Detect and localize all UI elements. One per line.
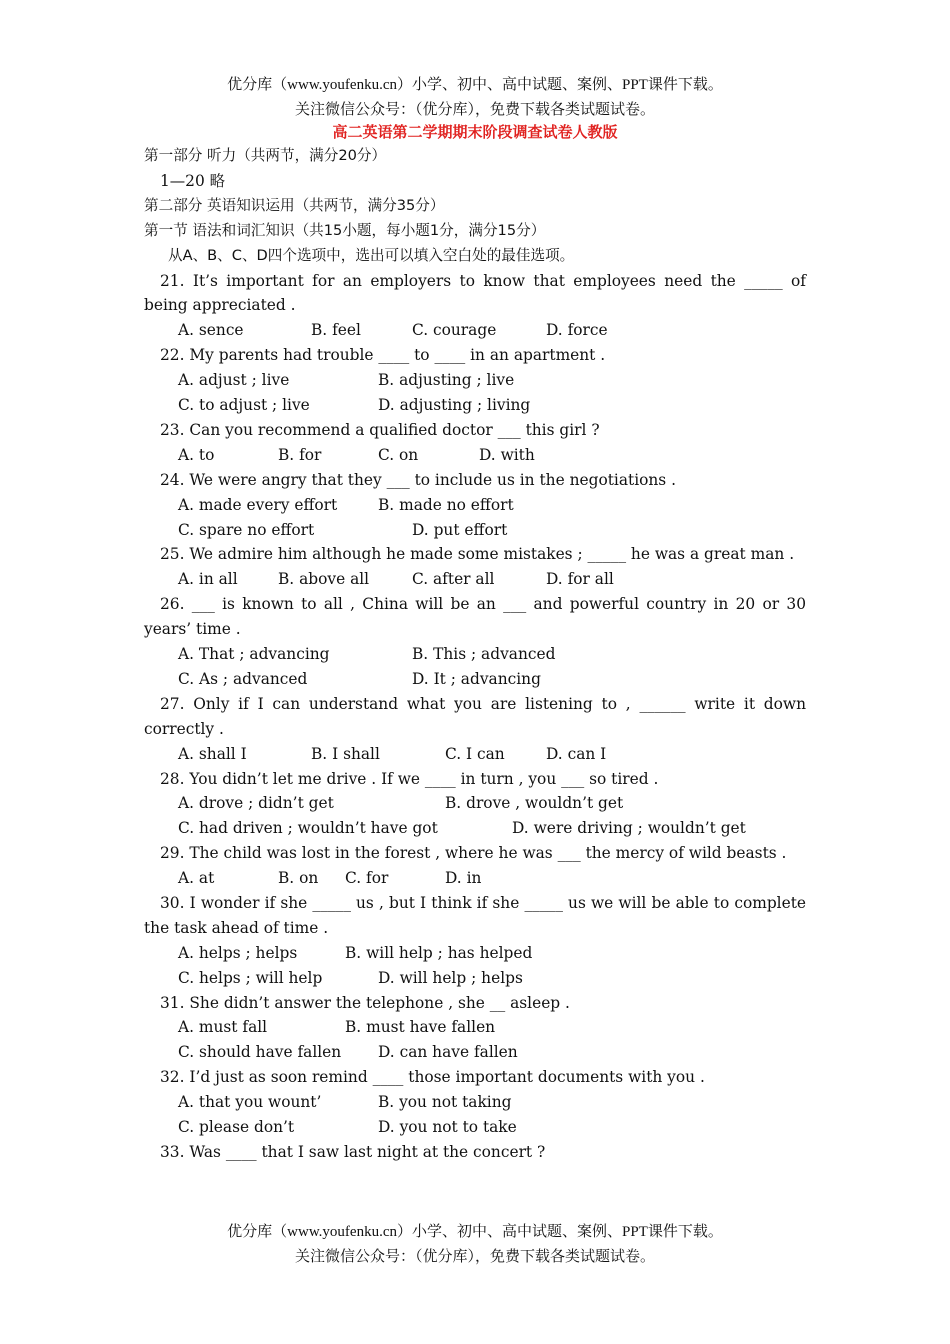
part1-heading: 第一部分 听力（共两节，满分20分） — [144, 147, 387, 164]
question-stem-21: 21. It’s important for an employers to know that employees need the _____ of being appreciated . — [144, 271, 806, 315]
options-26-row1 — [144, 642, 806, 667]
option-b[interactable]: B. adjusting ; live — [378, 371, 515, 390]
question-stem-31: 31. She didn’t answer the telephone , she __ asleep . — [160, 993, 570, 1012]
option-c[interactable]: C. I can — [445, 744, 505, 763]
option-a[interactable]: A. That ; advancing — [178, 645, 330, 664]
option-a[interactable]: A. shall I — [178, 744, 247, 763]
page-title: 高二英语第二学期期末阶段调查试卷人教版 — [332, 123, 618, 141]
option-a[interactable]: A. made every effort — [178, 495, 338, 514]
options-32-row2 — [144, 1115, 806, 1140]
question-stem-30: 30. I wonder if she _____ us , but I think if she _____ us we will be able to complete the task ahead of time . — [144, 893, 806, 937]
option-d[interactable]: D. for all — [546, 570, 614, 589]
header-line-2: 关注微信公众号：（优分库），免费下载各类试题试卷。 — [294, 102, 655, 118]
options-24-row2 — [144, 518, 806, 543]
section1-heading: 第一节 语法和词汇知识（共15小题，每小题1分，满分15分） — [144, 221, 546, 239]
options-31-row1 — [144, 1015, 806, 1040]
instruction: 从A、B、C、D四个选项中，选出可以填入空白处的最佳选项。 — [168, 246, 575, 264]
options-28-row2 — [144, 816, 806, 841]
question-stem-27: 27. Only if I can understand what you are listening to , ______ write it down correctly . — [144, 694, 806, 738]
option-c[interactable]: C. please don’t — [178, 1118, 295, 1137]
options-31-row2 — [144, 1040, 806, 1065]
option-a[interactable]: A. to — [178, 445, 215, 464]
option-d[interactable]: D. force — [546, 321, 608, 340]
option-c[interactable]: C. should have fallen — [178, 1043, 342, 1062]
option-c[interactable]: C. helps ; will help — [178, 968, 323, 987]
option-d[interactable]: D. can I — [546, 744, 607, 763]
footer-line-1: 优分库（www.youfenku.cn）小学、初中、高中试题、案例、PPT课件下载。 — [227, 1224, 723, 1240]
option-a[interactable]: A. that you wount’ — [178, 1093, 322, 1112]
option-d[interactable]: D. adjusting ; living — [378, 396, 531, 415]
option-d[interactable]: D. can have fallen — [378, 1043, 518, 1062]
option-b[interactable]: B. feel — [311, 321, 361, 340]
option-a[interactable]: A. drove ; didn’t get — [178, 794, 334, 813]
option-a[interactable]: A. sence — [178, 321, 244, 340]
option-d[interactable]: D. with — [479, 445, 535, 464]
option-a[interactable]: A. at — [178, 869, 215, 888]
option-c[interactable]: C. on — [378, 445, 419, 464]
option-b[interactable]: B. will help ; has helped — [345, 943, 533, 962]
option-c[interactable]: C. As ; advanced — [178, 669, 308, 688]
option-a[interactable]: A. must fall — [178, 1018, 268, 1037]
options-28-row1 — [144, 791, 806, 816]
option-c[interactable]: C. for — [345, 869, 389, 888]
question-stem-26: 26. ___ is known to all , China will be an ___ and powerful country in 20 or 30 years’ time . — [144, 595, 806, 639]
option-d[interactable]: D. in — [445, 869, 482, 888]
option-b[interactable]: B. above all — [278, 570, 370, 589]
option-c[interactable]: C. to adjust ; live — [178, 396, 310, 415]
question-stem-22: 22. My parents had trouble ____ to ____ in an apartment . — [160, 346, 606, 365]
question-stem-28: 28. You didn’t let me drive . If we ____ in turn , you ___ so tired . — [160, 769, 659, 788]
option-b[interactable]: B. you not taking — [378, 1093, 512, 1112]
option-d[interactable]: D. put effort — [412, 520, 508, 539]
option-b[interactable]: B. on — [278, 869, 319, 888]
option-d[interactable]: D. you not to take — [378, 1118, 517, 1137]
option-c[interactable]: C. after all — [412, 570, 495, 589]
options-26-row2 — [144, 667, 806, 692]
options-30-row1 — [144, 941, 806, 966]
option-d[interactable]: D. It ; advancing — [412, 669, 541, 688]
options-23 — [144, 443, 806, 468]
question-stem-25: 25. We admire him although he made some mistakes ; _____ he was a great man . — [160, 545, 795, 564]
option-b[interactable]: B. drove , wouldn’t get — [445, 794, 624, 813]
header-line-1: 优分库（www.youfenku.cn）小学、初中、高中试题、案例、PPT课件下载。 — [227, 77, 723, 93]
option-b[interactable]: B. must have fallen — [345, 1018, 496, 1037]
options-24-row1 — [144, 493, 806, 518]
option-c[interactable]: C. had driven ; wouldn’t have got — [178, 819, 438, 838]
question-stem-23: 23. Can you recommend a qualified doctor ___ this girl ? — [160, 420, 600, 439]
option-b[interactable]: B. for — [278, 445, 322, 464]
option-a[interactable]: A. in all — [178, 570, 238, 589]
question-stem-29: 29. The child was lost in the forest , where he was ___ the mercy of wild beasts . — [160, 844, 787, 863]
question-stem-24: 24. We were angry that they ___ to include us in the negotiations . — [160, 470, 676, 489]
options-32-row1 — [144, 1090, 806, 1115]
question-stem-33: 33. Was ____ that I saw last night at the concert ? — [160, 1142, 546, 1161]
question-stem-32: 32. I’d just as soon remind ____ those important documents with you . — [160, 1068, 705, 1087]
part2-heading: 第二部分 英语知识运用（共两节，满分35分） — [144, 196, 445, 214]
option-c[interactable]: C. spare no effort — [178, 520, 315, 539]
options-22-row2 — [144, 393, 806, 418]
options-21 — [144, 318, 806, 343]
options-22-row1 — [144, 368, 806, 393]
option-b[interactable]: B. This ; advanced — [412, 645, 556, 664]
options-25 — [144, 567, 806, 592]
option-b[interactable]: B. I shall — [311, 744, 380, 763]
exam-body — [144, 144, 806, 1165]
footer-line-2: 关注微信公众号：（优分库），免费下载各类试题试卷。 — [294, 1249, 655, 1265]
option-c[interactable]: C. courage — [412, 321, 497, 340]
options-27 — [144, 742, 806, 767]
option-d[interactable]: D. were driving ; wouldn’t get — [512, 819, 746, 838]
option-a[interactable]: A. adjust ; live — [178, 371, 290, 390]
option-d[interactable]: D. will help ; helps — [378, 968, 523, 987]
part1-note: 1—20 略 — [160, 171, 226, 190]
option-a[interactable]: A. helps ; helps — [178, 943, 298, 962]
options-29 — [144, 866, 806, 891]
option-b[interactable]: B. made no effort — [378, 495, 514, 514]
options-30-row2 — [144, 966, 806, 991]
